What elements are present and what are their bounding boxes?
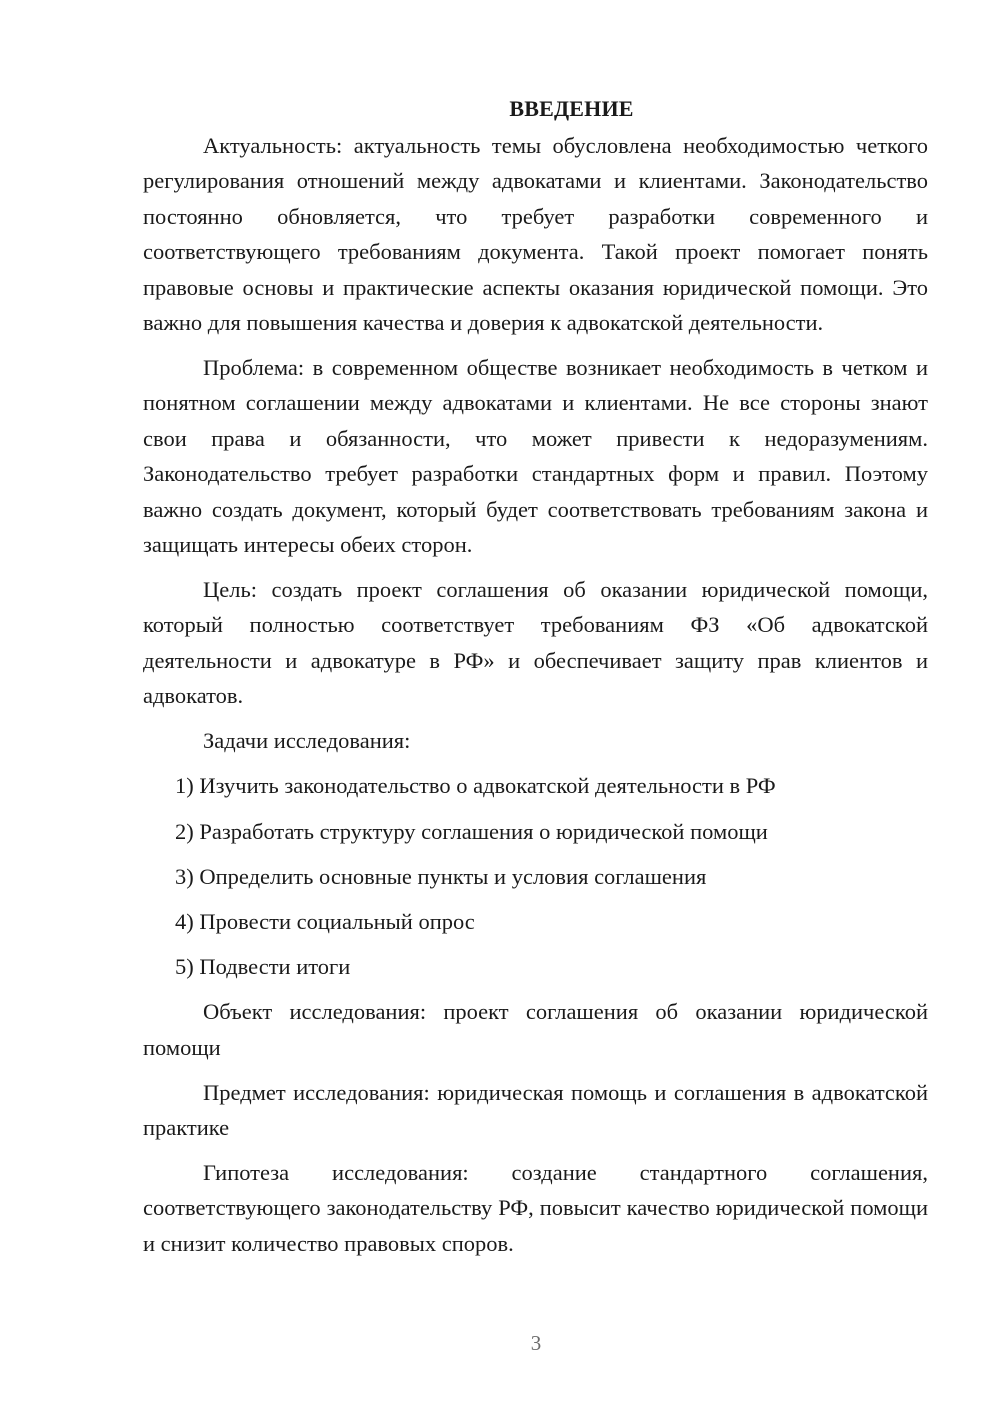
tasks-list <box>143 768 928 984</box>
tasks-heading: Задачи исследования: <box>203 728 411 753</box>
task-item: 4) Провести социальный опрос <box>175 909 475 935</box>
task-item: 2) Разработать структуру соглашения о юридической помощи <box>175 818 768 844</box>
hypothesis-paragraph: Гипотеза исследования: создание стандартного соглашения, соответствующего законодательству РФ, повысит качество юридической помощи и снизит количество правовых споров. <box>143 1160 928 1256</box>
page-number: 3 <box>530 1331 542 1355</box>
document-page <box>143 92 928 1271</box>
task-item: 3) Определить основные пункты и условия соглашения <box>175 863 707 889</box>
goal-paragraph: Цель: создать проект соглашения об оказании юридической помощи, который полностью соответствует требованиям ФЗ «Об адвокатской деятельности и адвокатуре в РФ» и обеспечивает защиту прав клиентов и адвокатов. <box>143 576 928 709</box>
task-item: 1) Изучить законодательство о адвокатской деятельности в РФ <box>175 773 776 799</box>
section-title: ВВЕДЕНИЕ <box>509 96 634 121</box>
object-paragraph: Объект исследования: проект соглашения об оказании юридической помощи <box>143 999 928 1060</box>
task-item: 5) Подвести итоги <box>175 954 351 980</box>
problem-paragraph: Проблема: в современном обществе возникает необходимость в четком и понятном соглашении между адвокатами и клиентами. Не все стороны знают свои права и обязанности, что может привести к недоразумениям. Законодательство требует разработки стандартных форм и правил. Поэтому важно создать документ, который будет соответствовать требованиям закона и защищать интересы обеих сторон. <box>143 354 928 557</box>
subject-paragraph: Предмет исследования: юридическая помощь и соглашения в адвокатской практике <box>143 1079 928 1141</box>
relevance-paragraph: Актуальность: актуальность темы обусловлена необходимостью четкого регулирования отношений между адвокатами и клиентами. Законодательство постоянно обновляется, что требует разработки современного и соответствующего требованиям документа. Такой проект помогает понять правовые основы и практические аспекты оказания юридической помощи. Это важно для повышения качества и доверия к адвокатской деятельности. <box>143 133 928 336</box>
